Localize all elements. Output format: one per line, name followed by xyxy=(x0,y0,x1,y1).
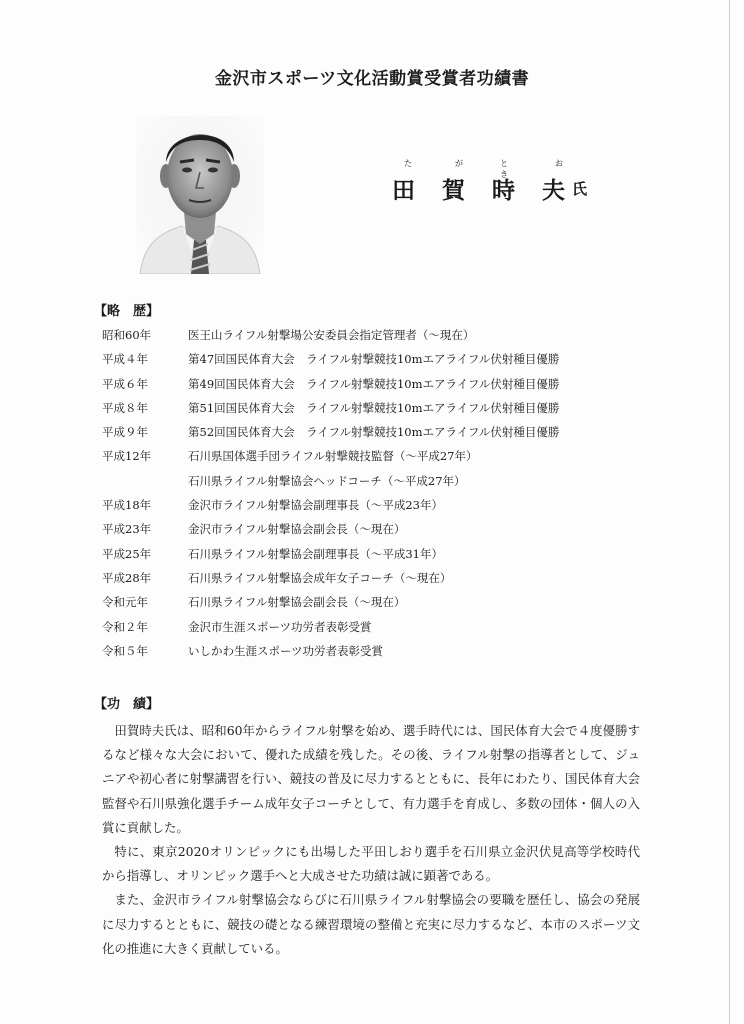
name-ruby-1: た xyxy=(404,159,412,168)
career-text: 石川県国体選手団ライフル射撃競技監督（～平成27年） xyxy=(188,449,478,464)
career-year: 平成４年 xyxy=(102,352,148,367)
name-ruby-2: が xyxy=(455,159,463,168)
career-text: 石川県ライフル射撃協会副理事長（～平成31年） xyxy=(188,546,443,561)
name-ruby-4: お xyxy=(555,159,563,168)
career-year: 令和元年 xyxy=(102,595,148,610)
achievements-body xyxy=(102,719,640,961)
career-text: 医王山ライフル射撃場公安委員会指定管理者（～現在） xyxy=(188,328,475,342)
page-title: 金沢市スポーツ文化活動賞受賞者功績書 xyxy=(214,69,530,89)
career-text: 第47回国民体育大会 ライフル射撃競技10mエアライフル伏射種目優勝 xyxy=(188,352,560,367)
name-ruby-3: とき xyxy=(500,159,508,179)
career-year: 令和２年 xyxy=(102,619,148,634)
career-year: 昭和60年 xyxy=(102,328,152,342)
career-text: 石川県ライフル射撃協会副会長（～現在） xyxy=(188,595,406,610)
achievements-paragraph: 田賀時夫氏は、昭和60年からライフル射撃を始め、選手時代には、国民体育大会で４度優勝するなど様々な大会において、優れた成績を残した。その後、ライフル射撃の指導者として、ジュニアや初心者に射撃講習を行い、競技の普及に尽力するとともに、長年にわたり、国民体育大会監督や石川県強化選手チーム成年女子コーチとして、有力選手を育成し、多数の団体・個人の入賞に貢献した。 xyxy=(102,723,640,835)
career-year: 令和５年 xyxy=(102,643,148,658)
career-year: 平成25年 xyxy=(102,546,152,561)
career-year: 平成12年 xyxy=(102,449,152,464)
career-row xyxy=(102,643,662,667)
career-text: 石川県ライフル射撃協会ヘッドコーチ（～平成27年） xyxy=(188,473,466,488)
career-text: 第49回国民体育大会 ライフル射撃競技10mエアライフル伏射種目優勝 xyxy=(188,376,560,391)
honorific: 氏 xyxy=(572,180,588,198)
career-row xyxy=(102,376,662,400)
career-year: 平成８年 xyxy=(102,400,148,415)
career-row xyxy=(102,400,662,424)
career-text: 第51回国民体育大会 ライフル射撃競技10mエアライフル伏射種目優勝 xyxy=(188,400,560,415)
career-row xyxy=(102,521,662,545)
career-row xyxy=(102,448,662,472)
career-row xyxy=(102,351,662,375)
portrait-photo xyxy=(136,116,264,274)
career-year: 平成23年 xyxy=(102,522,152,537)
career-heading: 【略 歴】 xyxy=(94,304,160,319)
career-text: 金沢市生涯スポーツ功労者表彰受賞 xyxy=(188,619,372,634)
career-year: 平成18年 xyxy=(102,498,152,513)
achievements-paragraph: また、金沢市ライフル射撃協会ならびに石川県ライフル射撃協会の要職を歴任し、協会の発展に尽力するとともに、競技の礎となる練習環境の整備と充実に尽力するなど、本市のスポーツ文化の推進に大きく貢献している。 xyxy=(102,892,640,956)
career-text: 石川県ライフル射撃協会成年女子コーチ（～現在） xyxy=(188,570,452,585)
name-char-2: 賀 xyxy=(442,177,465,204)
name-char-4: 夫 xyxy=(542,177,565,204)
career-year: 平成６年 xyxy=(102,376,148,391)
career-text: 金沢市ライフル射撃協会副理事長（～平成23年） xyxy=(188,498,443,513)
name-char-1: 田 xyxy=(392,177,415,204)
career-year: 平成９年 xyxy=(102,425,148,440)
achievements-heading: 【功 績】 xyxy=(94,697,160,712)
career-text: 金沢市ライフル射撃協会副会長（～現在） xyxy=(188,522,406,537)
career-row xyxy=(102,473,662,497)
career-row xyxy=(102,570,662,594)
career-list xyxy=(102,327,662,667)
career-row xyxy=(102,546,662,570)
career-row xyxy=(102,619,662,643)
career-row xyxy=(102,497,662,521)
achievements-paragraph: 特に、東京2020オリンピックにも出場した平田しおり選手を石川県立金沢伏見高等学校時代から指導し、オリンピック選手へと大成させた功績は誠に顕著である。 xyxy=(102,844,640,884)
career-text: いしかわ生涯スポーツ功労者表彰受賞 xyxy=(188,643,384,658)
name-char-3: 時 xyxy=(492,177,515,204)
career-row xyxy=(102,594,662,618)
career-text: 第52回国民体育大会 ライフル射撃競技10mエアライフル伏射種目優勝 xyxy=(188,425,560,440)
career-row xyxy=(102,327,662,351)
career-year: 平成28年 xyxy=(102,570,152,585)
career-row xyxy=(102,424,662,448)
page-edge xyxy=(729,0,730,1024)
